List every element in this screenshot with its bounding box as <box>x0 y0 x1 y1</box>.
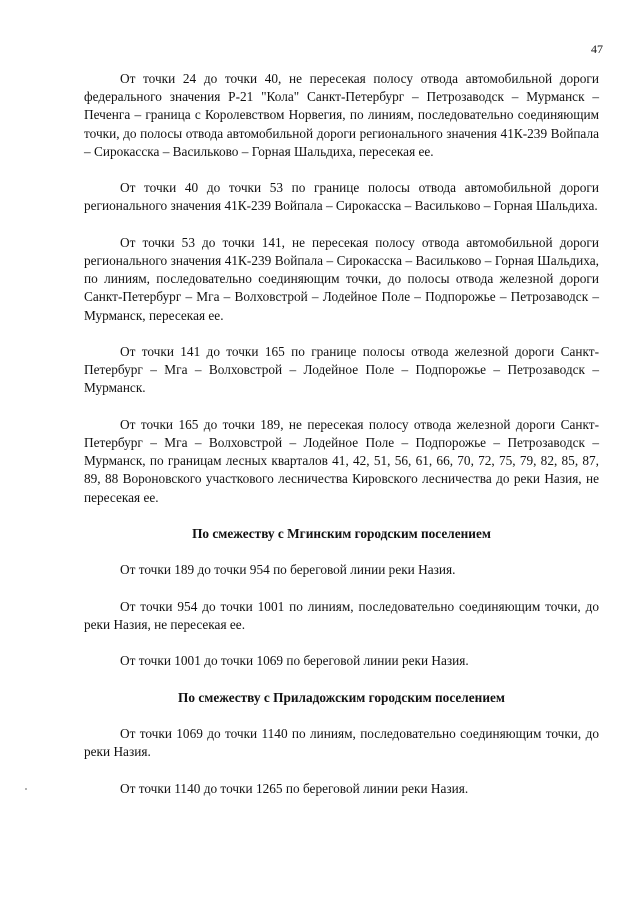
section-heading-priladozhskoe: По смежеству с Приладожским городским поселением <box>178 689 505 705</box>
paragraph-10: От точки 1140 до точки 1265 по береговой линии реки Назия. <box>120 780 469 796</box>
page-number: 47 <box>591 42 603 56</box>
paragraph-1: От точки 24 до точки 40, не пересекая полосу отвода автомобильной дороги федерального значения Р-21 "Кола" Санкт-Петербург – Петрозаводск – Мурманск – Печенга – граница с Королевством Норвегия, по линиям, последовательно соединяющим точки, до полосы отвода автомобильной дороги регионального значения 41К-239 Войпала – Сирокасска – Васильково – Горная Шальдиха, пересекая ее. <box>84 71 599 159</box>
document-body <box>84 70 599 816</box>
paragraph-2: От точки 40 до точки 53 по границе полосы отвода автомобильной дороги регионального значения 41К-239 Войпала – Сирокасска – Васильково – Горная Шальдиха. <box>84 180 599 214</box>
paragraph-7: От точки 954 до точки 1001 по линиям, последовательно соединяющим точки, до реки Назия, не пересекая ее. <box>84 598 599 632</box>
paragraph-5: От точки 165 до точки 189, не пересекая полосу отвода железной дороги Санкт-Петербург – Мга – Волховстрой – Лодейное Поле – Подпорожье – Петрозаводск – Мурманск, по границам лесных кварталов 41, 42, 51, 56, 61, 66, 70, 72, 75, 79, 82, 85, 87, 89, 88 Вороновского участкового лесничества Кировского лесничества до реки Назия, не пересекая ее. <box>84 416 599 505</box>
paragraph-4: От точки 141 до точки 165 по границе полосы отвода железной дороги Санкт-Петербург – Мга – Волховстрой – Лодейное Поле – Подпорожье – Петрозаводск – Мурманск. <box>84 344 599 396</box>
paragraph-6: От точки 189 до точки 954 по береговой линии реки Назия. <box>120 562 456 578</box>
paragraph-9: От точки 1069 до точки 1140 по линиям, последовательно соединяющим точки, до реки Назия. <box>84 726 599 760</box>
paragraph-8: От точки 1001 до точки 1069 по береговой линии реки Назия. <box>120 653 469 669</box>
section-heading-mginskoe: По смежеству с Мгинским городским поселением <box>192 526 491 541</box>
scan-speck <box>25 788 27 790</box>
paragraph-3: От точки 53 до точки 141, не пересекая полосу отвода автомобильной дороги регионального значения 41К-239 Войпала – Сирокасска – Васильково – Горная Шальдиха, по линиям, последовательно соединяющим точки, до полосы отвода железной дороги Санкт-Петербург – Мга – Волховстрой – Лодейное Поле – Подпорожье – Петрозаводск – Мурманск, пересекая ее. <box>84 234 599 323</box>
